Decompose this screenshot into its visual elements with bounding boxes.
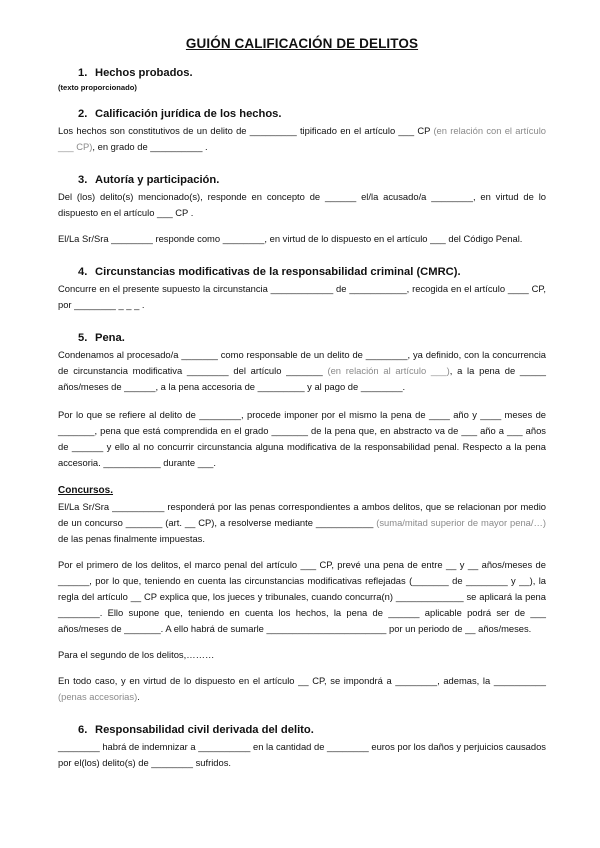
section-number: 1. [78,67,88,79]
hint-text: (penas accesorias) [58,691,138,702]
section-5-paragraph-4: Por el primero de los delitos, el marco penal del artículo ___ CP, prevé una pena de entre __ y __ años/meses de ______, por lo que, teniendo en cuenta las circunstancias modificativas reflejadas (_______ de ________ y __), la regla del artículo __ CP explica que, los jueces y tribunales, cuando concurra(n) _____________ se aplicará la pena ________. Ello supone que, teniendo en cuenta los hechos, la pena de ______ aplicable podrá ser de ___ años/meses de _______. A ello habrá de sumarle _______________________ por un periodo de __ años/meses. [58,559,546,634]
section-title: Pena. [95,332,125,344]
section-2-paragraph [58,123,546,155]
section-5-paragraph-6 [58,673,546,705]
section-title: Circunstancias modificativas de la responsabilidad criminal (CMRC). [95,266,461,278]
section-6-paragraph: ________ habrá de indemnizar a __________ en la cantidad de ________ euros por los daños y perjuicios causados por el(los) delito(s) de ________ sufridos. [58,741,546,768]
text-run: , a la pena de _____ años/meses de ______, a la pena accesoria de _________ y al pago de ________. [58,365,546,392]
hint-text: (suma/mitad superior de mayor pena/…) [376,517,546,528]
section-3-paragraph-2: El/La Sr/Sra ________ responde como ________, en virtud de lo dispuesto en el artículo ___ del Código Penal. [58,233,523,244]
section-number: 2. [78,108,88,120]
section-title: Autoría y participación. [95,174,220,186]
text-run: Condenamos al procesado/a _______ como responsable de un delito de ________, ya definido, con la concurrencia de circunstancia modificativa ________ del artículo _______ [58,349,546,376]
concursos-subheading: Concursos. [58,485,114,496]
section-title: Calificación jurídica de los hechos. [95,108,282,120]
section-2-heading [78,106,546,122]
section-title: Hechos probados. [95,67,193,79]
hint-text: (en relación al artículo ___) [327,365,450,376]
section-1-heading [78,65,546,81]
section-number: 3. [78,174,88,186]
page-title: GUIÓN CALIFICACIÓN DE DELITOS [185,36,419,51]
section-5-heading [78,330,546,346]
section-number: 6. [78,724,88,736]
text-run: En todo caso, y en virtud de lo dispuesto en el artículo __ CP, se impondrá a ________, ademas, la __________ [58,675,546,686]
section-title: Responsabilidad civil derivada del delito. [95,724,314,736]
section-5-paragraph-1 [58,347,546,395]
text-run: , en grado de __________ . [92,141,208,152]
section-1-note: (texto proporcionado) [58,83,137,92]
hint-text: (en relación con el artículo ___ CP) [58,125,546,152]
text-run: . [137,691,140,702]
section-4-paragraph: Concurre en el presente supuesto la circunstancia ____________ de ___________, recogida en el artículo ____ CP, por ________ _ _ _ . [58,283,546,310]
text-run: El/La Sr/Sra __________ responderá por las penas correspondientes a ambos delitos, que se relacionan por medio de un concurso _______ (art. __ CP), a resolverse mediante ___________ [58,501,546,528]
section-3-heading [78,172,546,188]
text-run: Los hechos son constitutivos de un delito de _________ tipificado en el artículo ___ CP [58,125,434,136]
section-number: 4. [78,266,88,278]
section-4-heading [78,264,546,280]
section-5-paragraph-5: Para el segundo de los delitos,……… [58,649,215,660]
section-5-paragraph-3 [58,499,546,547]
section-3-paragraph-1: Del (los) delito(s) mencionado(s), responde en concepto de ______ el/la acusado/a ________, en virtud de lo dispuesto en el artículo ___ CP . [58,191,546,218]
section-number: 5. [78,332,88,344]
section-5-paragraph-2: Por lo que se refiere al delito de ________, procede imponer por el mismo la pena de ____ año y ____ meses de _______, pena que está comprendida en el grado _______ de la pena que, en abstracto va de ___ año a ___ años de ______ y ello al no concurrir circunstancia alguna modificativa de la responsabilidad penal. Respecto a la pena accesoria. ___________ durante ___. [58,409,546,468]
section-6-heading [78,722,546,738]
text-run: de las penas finalmente impuestas. [58,533,205,544]
